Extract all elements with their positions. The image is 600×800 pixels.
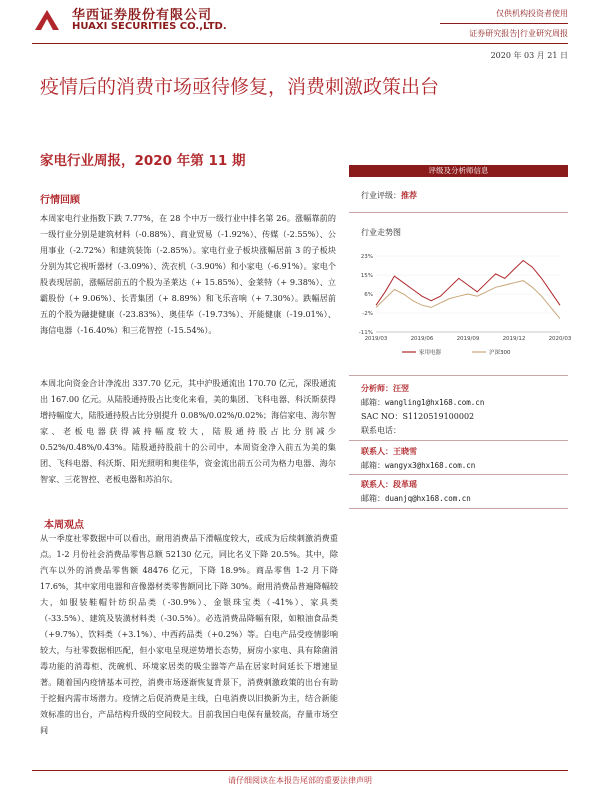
analyst1-email[interactable]: wangling1@hx168.com.cn <box>385 398 485 407</box>
rating-value: 推荐 <box>401 190 417 200</box>
y-tick-label: 23% <box>360 254 373 260</box>
contact2-email[interactable]: wangyx3@hx168.com.cn <box>385 461 476 470</box>
contact3-email-label: 邮箱： <box>361 494 385 503</box>
contact3-email[interactable]: duanjq@hx168.com.cn <box>385 494 471 503</box>
report-title: 疫情后的消费市场亟待修复，消费刺激政策出台 <box>40 76 440 98</box>
sidebar-divider <box>349 440 568 441</box>
series-line-1 <box>376 261 560 306</box>
analyst1-label: 分析师： <box>361 383 393 393</box>
y-tick-label: -2% <box>362 311 373 317</box>
sidebar-divider <box>349 212 568 213</box>
x-tick-label: 2019/09 <box>456 336 480 342</box>
header-divider-short <box>440 23 568 24</box>
contact3-line <box>361 479 417 490</box>
report-subtitle: 家电行业周报，2020 年第 11 期 <box>40 153 246 169</box>
contact3-email-line <box>361 493 471 504</box>
report-type-tag: 证券研究报告|行业研究周报 <box>469 29 568 38</box>
header-divider <box>32 43 568 44</box>
sidebar-divider <box>349 375 568 376</box>
footer-divider <box>32 770 568 771</box>
industry-trend-chart <box>352 252 572 364</box>
northbound-funds-paragraph: 本周北向资金合计净流出 337.70 亿元，其中沪股通流出 170.70 亿元，深股通流出 167.00 亿元。从陆股通持股占比变化来看，美的集团、飞科电器、科沃斯获得增持幅度大，陆股通持股占比分别提升 0.08%/0.02%/0.02%；海信家电、海尔智家、老板电器获得减持幅度较大，陆股通持股占比分别减少 0.52%/0.48%/0.43%。陆股通持股前十的公司中，本周资金净入前五为美的集团、飞科电器、科沃斯、阳光照明和奥佳华，资金流出前五公司为格力电器、海尔智家、三花智控、老板电器和苏泊尔。 <box>40 378 336 484</box>
rating-box-title: 评级及分析师信息 <box>349 165 568 177</box>
sidebar-divider <box>349 474 568 475</box>
legal-notice-footer[interactable]: 请仔细阅读在本报告尾部的重要法律声明 <box>228 776 372 785</box>
audience-tag: 仅供机构投资者使用 <box>496 9 568 18</box>
x-tick-label: 2019/06 <box>410 336 434 342</box>
trend-chart-label: 行业走势图 <box>361 228 401 237</box>
y-tick-label: 6% <box>364 292 373 298</box>
sidebar-divider <box>349 508 568 509</box>
analyst1-sac: SAC NO：S1120519100002 <box>361 412 475 421</box>
legend-label: 沪深300 <box>489 350 511 356</box>
analyst1-line <box>361 383 409 394</box>
rating-label: 行业评级： <box>361 191 401 200</box>
contact3-label: 联系人： <box>361 479 393 489</box>
contact2-name: 王晓雪 <box>393 446 417 456</box>
report-date: 2020 年 03 月 21 日 <box>490 51 568 60</box>
x-tick-label: 2020/03 <box>548 336 572 342</box>
analyst1-phone: 联系电话： <box>361 426 401 435</box>
section-heading-weekly-view: 本周观点 <box>44 520 84 531</box>
contact3-name: 段革瑶 <box>393 479 417 489</box>
y-tick-label: -11% <box>358 330 373 336</box>
section-heading-market-review: 行情回顾 <box>40 195 80 206</box>
market-review-paragraph: 本周家电行业指数下跌 7.77%，在 28 个中万一级行业中排名第 26。涨幅靠前的一级行业分别是建筑材料（-0.88%）、商业贸易（-1.92%）、传媒（-2.55%）、公用事业（-2.72%）和建筑装饰（-2.85%）。家电行业子板块涨幅居前 3 的子板块分别为其它视听器材（-3.09%）、洗衣机（-3.90%）和小家电（-6.91%）。家电个股表现居前，涨幅居前五的个股为圣莱达（+ 15.85%）、金莱特（+ 9.38%）、立霸股份（+ 9.06%）、长青集团（+ 8.89%）和飞乐音响（+ 7.30%）。跌幅居前五的个股为融捷健康（-23.83%）、奥佳华（-19.73%）、开能健康（-19.01%）、海信电器（-16.40%）和三花智控（-15.54%）。 <box>40 213 336 335</box>
contact2-line <box>361 446 417 457</box>
weekly-view-paragraph: 从一季度社零数据中可以看出，耐用消费品下滑幅度较大，或成为后续刺激消费重点。1-2 月份社会消费品零售总额 52130 亿元，同比名义下降 20.5%。其中，除汽车以外的消费品零售额 48476 亿元，下降 18.9%。商品零售 1-2 月下降 17.6%，其中家用电器和音像器材类零售额同比下降 30%。耐用消费品普遍降幅较大，如服装鞋帽针纺织品类（-30.9%）、金银珠宝类（-41%）、家具类（-33.5%）、建筑及装潢材料类（-30.5%）。必选消费品降幅有限，如粮油食品类（+9.7%）、饮料类（+3.1%）、中西药品类（+0.2%）等。白电产品受疫情影响较大，与社零数据相匹配，但小家电呈现逆势增长态势，厨房小家电、具有除菌消毒功能的消毒柜、洗碗机、环境家居类的吸尘器等产品在居家时间延长下增速显著。随着国内疫情基本可控，消费市场逐渐恢复背景下，消费刺激政策的出台有助于挖掘内需市场潜力。疫情之后促消费是主线，白电消费以旧换新为主，结合新能效标准的出台，产品结构升级的空间较大。目前我国白电保有量较高，存量市场空间 <box>40 533 338 735</box>
analyst1-email-line <box>361 397 484 408</box>
huaxi-logo-icon <box>32 7 62 33</box>
x-tick-label: 2019/12 <box>502 336 526 342</box>
contact2-email-label: 邮箱： <box>361 461 385 470</box>
brand-name-en: HUAXI SECURITIES CO.,LTD. <box>72 21 227 32</box>
x-tick-label: 2019/03 <box>364 336 388 342</box>
industry-rating <box>361 190 417 201</box>
contact2-email-line <box>361 460 475 471</box>
y-tick-label: 15% <box>360 273 373 279</box>
brand-name-cn: 华西证券股份有限公司 <box>72 8 213 23</box>
contact2-label: 联系人： <box>361 446 393 456</box>
legend-label: 家用电器 <box>419 350 442 356</box>
analyst1-name: 汪翌 <box>393 383 409 393</box>
analyst1-email-label: 邮箱： <box>361 398 385 407</box>
